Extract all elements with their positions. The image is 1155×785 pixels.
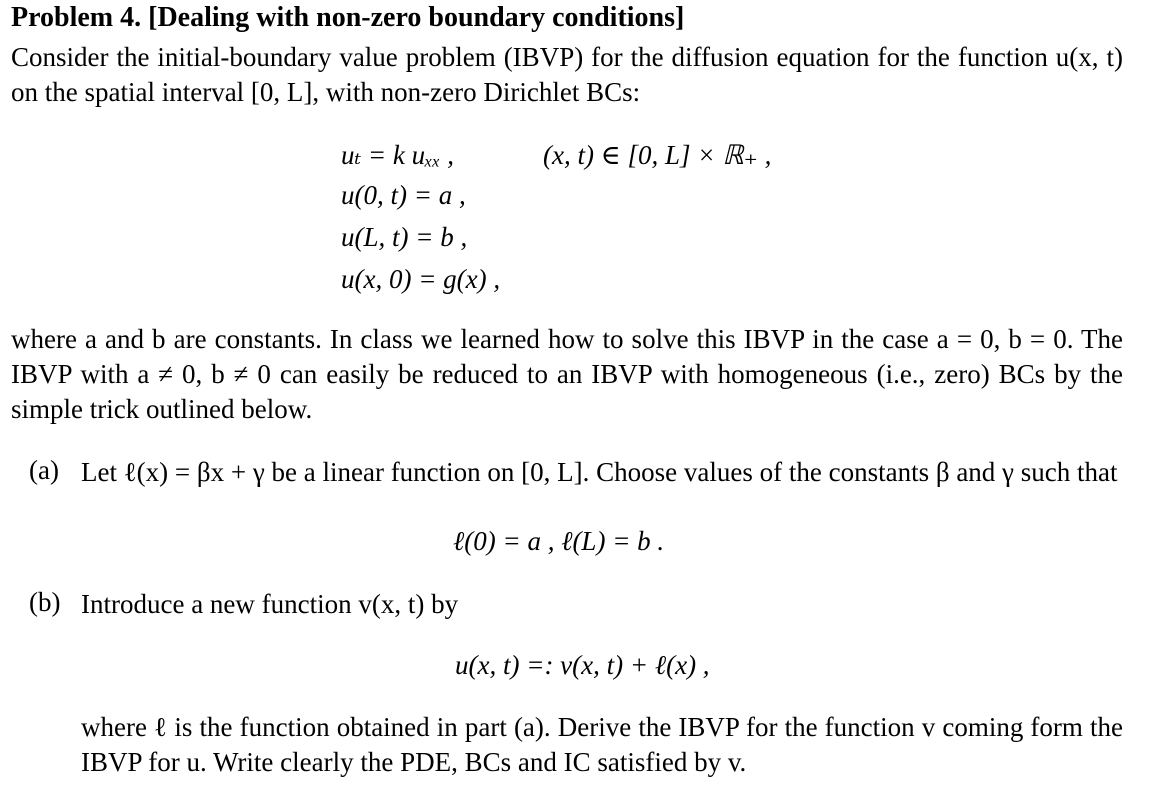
part-b-display-equation: u(x, t) =: v(x, t) + ℓ(x) , <box>455 650 710 680</box>
problem-title: Problem 4. [Dealing with non-zero boundary conditions] <box>11 2 685 33</box>
reduction-paragraph: where a and b are constants. In class we learned how to solve this IBVP in the case a = 0, b = 0. The IBVP with a ≠ 0, b ≠ 0 can easily be reduced to an IBVP with homogeneous (i.e., zero) BCs by the simple trick outlined below. <box>11 324 1123 424</box>
part-a-label: (a) <box>29 455 59 485</box>
intro-paragraph: Consider the initial-boundary value problem (IBVP) for the diffusion equation for the function u(x, t) on the spatial interval [0, L], with non-zero Dirichlet BCs: <box>11 42 1123 107</box>
initial-condition: u(x, 0) = g(x) , <box>341 264 501 294</box>
part-a-display-equation: ℓ(0) = a , ℓ(L) = b . <box>453 526 665 556</box>
pde-equation: uₜ = k uₓₓ , <box>341 140 454 170</box>
left-boundary-condition: u(0, t) = a , <box>341 180 466 210</box>
part-a-text: Let ℓ(x) = βx + γ be a linear function on [0, L]. Choose values of the constants β and γ such that <box>81 457 1118 487</box>
domain-statement: (x, t) ∈ [0, L] × ℝ₊ , <box>543 140 772 170</box>
part-b-text: Introduce a new function v(x, t) by <box>81 589 459 619</box>
right-boundary-condition: u(L, t) = b , <box>341 222 468 252</box>
part-b-label: (b) <box>29 587 61 617</box>
part-b-tail-text: where ℓ is the function obtained in part (a). Derive the IBVP for the function v coming form the IBVP for u. Write clearly the PDE, BCs and IC satisfied by v. <box>81 712 1123 777</box>
